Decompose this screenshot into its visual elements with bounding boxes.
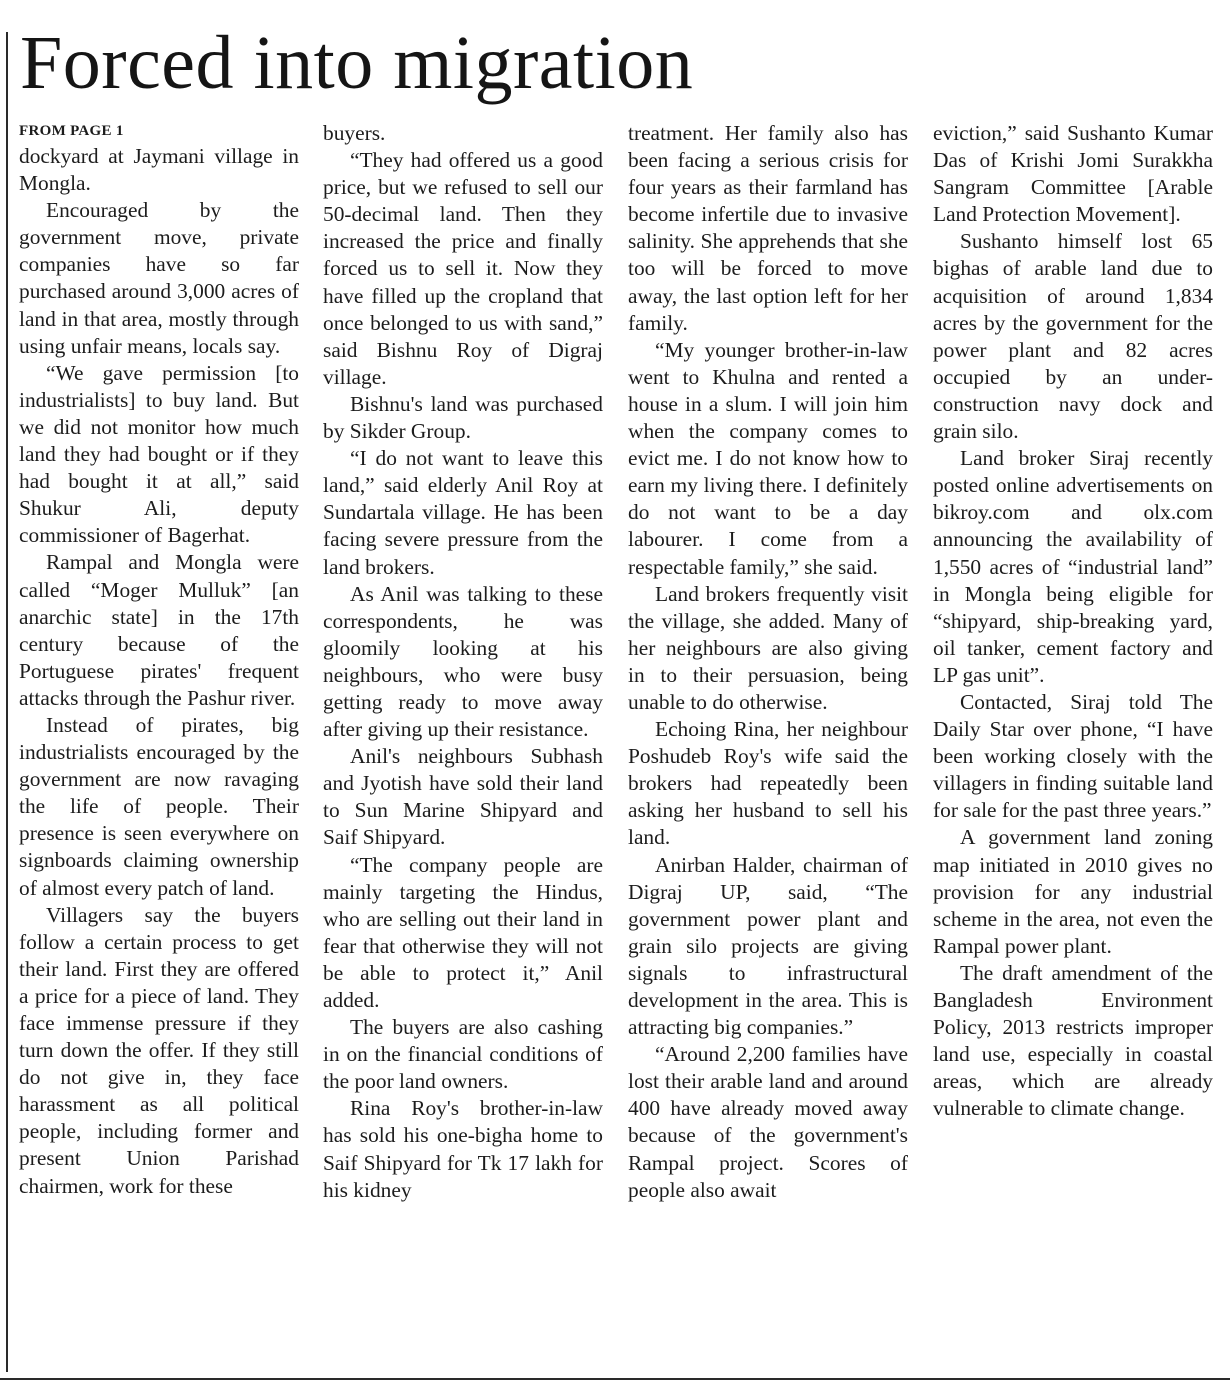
paragraph: Land brokers frequently visit the village, she added. Many of her neighbours are also giving in to their persuasion, being unable to do otherwise.: [628, 581, 908, 714]
paragraph: Rina Roy's brother-in-law has sold his one-bigha home to Saif Shipyard for Tk 17 lakh for his kidney: [323, 1096, 603, 1202]
paragraph: buyers.: [323, 121, 386, 145]
paragraph: treatment. Her family also has been facing a serious crisis for four years as their farmland has become infertile due to invasive salinity. She apprehends that she too will be forced to move away, the last option left for her family.: [628, 121, 908, 335]
paragraph: Echoing Rina, her neighbour Poshudeb Roy's wife said the brokers had repeatedly been asking her husband to sell his land.: [628, 717, 908, 850]
paragraph: Anil's neighbours Subhash and Jyotish have sold their land to Sun Marine Shipyard and Saif Shipyard.: [323, 744, 603, 850]
paragraph: The draft amendment of the Bangladesh Environment Policy, 2013 restricts improper land use, especially in coastal areas, which are already vulnerable to climate change.: [933, 960, 1213, 1121]
paragraph: “They had offered us a good price, but we refused to sell our 50-decimal land. Then they increased the price and finally forced us to sell it. Now they have filled up the cropland that once belonged to us with sand,” said Bishnu Roy of Digraj village.: [323, 148, 603, 389]
article-column-1: [19, 120, 299, 1200]
paragraph: A government land zoning map initiated in 2010 gives no provision for any industrial scheme in the area, not even the Rampal power plant.: [933, 825, 1213, 958]
paragraph: As Anil was talking to these correspondents, he was gloomily looking at his neighbours, who were busy getting ready to move away after giving up their resistance.: [323, 581, 603, 742]
paragraph: Encouraged by the government move, private companies have so far purchased around 3,000 acres of land in that area, mostly through using unfair means, locals say.: [19, 198, 299, 358]
bottom-rule: [0, 1378, 1230, 1380]
paragraph: “We gave permission [to industrialists] to buy land. But we did not monitor how much land they had bought or if they had bought it at all,” said Shukur Ali, deputy commissioner of Bagerhat.: [19, 360, 299, 548]
paragraph: The buyers are also cashing in on the financial conditions of the poor land owners.: [323, 1015, 603, 1094]
paragraph: “The company people are mainly targeting the Hindus, who are selling out their land in fear that otherwise they will not be able to protect it,” Anil added.: [323, 852, 603, 1012]
paragraph: “My younger brother-in-law went to Khulna and rented a house in a slum. I will join him when the company comes to evict me. I do not know how to earn my living there. I definitely do not want to be a day labourer. I come from a respectable family,” she said.: [628, 337, 908, 579]
paragraph: Instead of pirates, big industrialists encouraged by the government are now ravaging the life of people. Their presence is seen everywhere on signboards claiming ownership of almost every patch of land.: [19, 712, 299, 900]
article-column-2: [323, 120, 603, 1204]
article-column-4: [933, 120, 1213, 1122]
paragraph: Villagers say the buyers follow a certain process to get their land. First they are offered a price for a piece of land. They face immense pressure if they turn down the offer. If they still do not give in, they face harassment as all political people, including former and present Union Parishad chairmen, work for these: [19, 902, 299, 1198]
paragraph: Anirban Halder, chairman of Digraj UP, said, “The government power plant and grain silo projects are giving signals to infrastructural development in the area. This is attracting big companies.”: [628, 852, 908, 1040]
article-headline: Forced into migration: [20, 21, 694, 105]
article-column-3: [628, 120, 908, 1204]
paragraph: eviction,” said Sushanto Kumar Das of Krishi Jomi Surakkha Sangram Committee [Arable Land Protection Movement].: [933, 121, 1213, 227]
paragraph: dockyard at Jaymani village in Mongla.: [19, 144, 299, 196]
paragraph: Bishnu's land was purchased by Sikder Group.: [323, 391, 603, 444]
paragraph: Sushanto himself lost 65 bighas of arable land due to acquisition of around 1,834 acres by the government for the power plant and 82 acres occupied by an under-construction navy dock and grain silo.: [933, 229, 1213, 444]
paragraph: Land broker Siraj recently posted online advertisements on bikroy.com and olx.com announcing the availability of 1,550 acres of “industrial land” in Mongla being eligible for “shipyard, ship-breaking yard, oil tanker, cement factory and LP gas unit”.: [933, 446, 1213, 687]
paragraph: Rampal and Mongla were called “Moger Mulluk” [an anarchic state] in the 17th century because of the Portuguese pirates' frequent attacks through the Pashur river.: [19, 550, 299, 710]
paragraph: Contacted, Siraj told The Daily Star over phone, “I have been working closely with the villagers in finding suitable land for sale for the past three years.”: [933, 689, 1213, 823]
from-page-kicker: FROM PAGE 1: [19, 123, 124, 139]
left-column-rule: [6, 32, 8, 1372]
paragraph: “Around 2,200 families have lost their arable land and around 400 have already moved away because of the government's Rampal project. Scores of people also await: [628, 1042, 908, 1202]
paragraph: “I do not want to leave this land,” said elderly Anil Roy at Sundartala village. He has been facing severe pressure from the land brokers.: [323, 446, 603, 579]
